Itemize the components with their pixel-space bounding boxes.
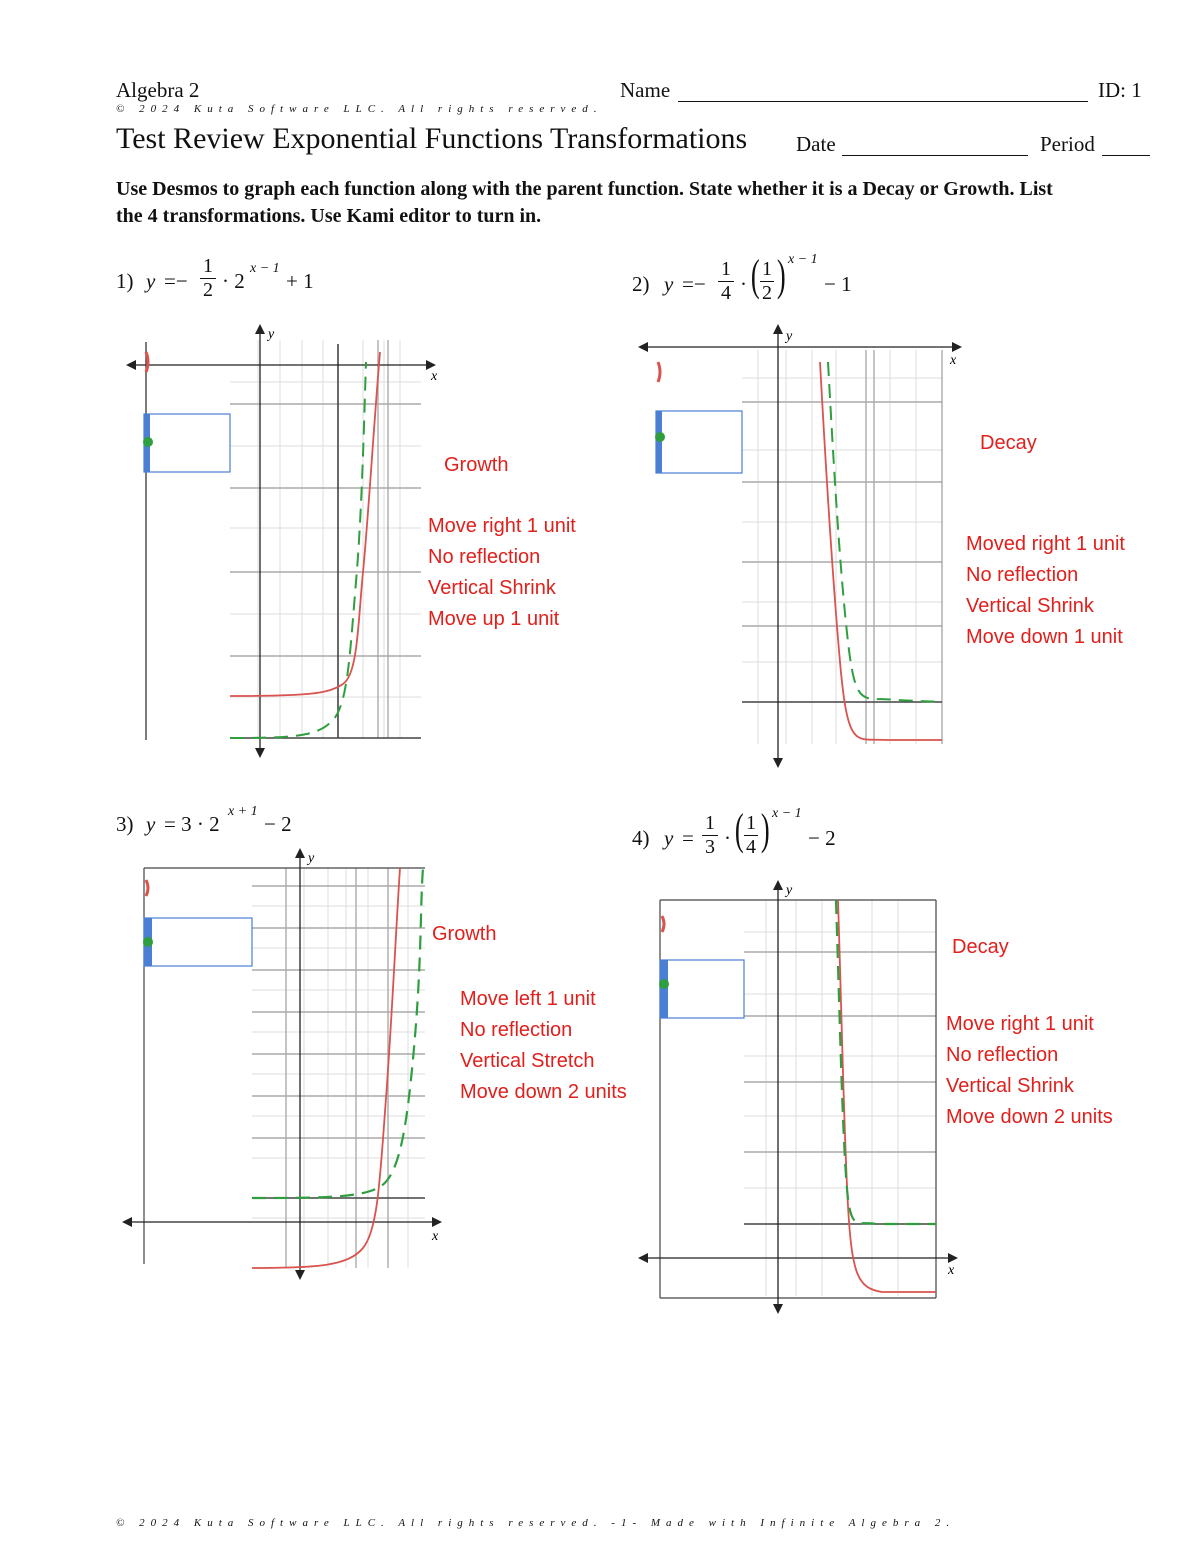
problem-1-number: 1) <box>116 269 134 293</box>
problem-1-transformation: Move right 1 unit <box>428 515 576 537</box>
problem-4-transformation: Vertical Shrink <box>946 1075 1074 1097</box>
problem-1-transformation: Move up 1 unit <box>428 608 560 630</box>
period-field-line[interactable] <box>1102 155 1150 156</box>
problem-4-transformation: No reflection <box>946 1044 1059 1066</box>
date-field-line[interactable] <box>842 155 1028 156</box>
problem-3-equation: 3) y = 3 · 2 x + 1 − 2 <box>116 804 292 836</box>
problem-2-transformation: Moved right 1 unit <box>966 533 1125 555</box>
period-label: Period <box>1040 132 1095 156</box>
problem-3-transformations <box>460 984 627 1108</box>
graph-4-y-axis-label: y <box>786 883 793 898</box>
id-label: ID: 1 <box>1098 78 1142 102</box>
graph-3-x-axis-label: x <box>432 1229 439 1244</box>
problem-1-transformations <box>428 511 576 635</box>
problem-1-equation: 1) y =− $\frac{1}{2}$ · 2 x − 1 + 1 <box>116 255 314 301</box>
problem-3-answer: Growth <box>432 923 497 945</box>
instructions: Use Desmos to graph each function along with the parent function. State whether it is a Decay or Growth. List the 4 transformations. Use Kami editor to turn in. <box>116 178 1053 227</box>
footer-copyright: © 2024 Kuta Software LLC. All rights reserved. -1- Made with Infinite Algebra 2. <box>116 1517 956 1529</box>
problem-2-transformation: No reflection <box>966 564 1079 586</box>
problem-2-transformation: Move down 1 unit <box>966 626 1123 648</box>
problem-2-answer: Decay <box>980 432 1037 454</box>
problem-4-transformation: Move right 1 unit <box>946 1013 1094 1035</box>
graph-1-y-axis-label: y <box>268 327 275 342</box>
problem-4-transformations <box>946 1009 1113 1133</box>
problem-2-transformations <box>966 529 1125 653</box>
problem-3-transformation: Move down 2 units <box>460 1081 627 1103</box>
problem-4-number: 4) <box>632 826 650 850</box>
graph-1-x-axis-label: x <box>431 369 438 384</box>
graph-3-y-axis-label: y <box>308 851 315 866</box>
worksheet-title: Test Review Exponential Functions Transformations <box>116 122 748 155</box>
problem-1-transformation: No reflection <box>428 546 541 568</box>
graph-4 <box>636 876 966 1316</box>
problem-2-equation: 2) y =− $\frac{1}{4}$ · ( $\frac{1}{2}$ ) x − 1 − 1 <box>632 251 852 304</box>
course-name: Algebra 2 <box>116 78 200 102</box>
graph-2-x-axis-label: x <box>950 353 957 368</box>
date-label: Date <box>796 132 836 156</box>
problem-4-equation: 4) y = $\frac{1}{3}$ · ( $\frac{1}{4}$ ) x − 1 − 2 <box>632 805 836 858</box>
problem-3-number: 3) <box>116 812 134 836</box>
name-label: Name <box>620 78 671 102</box>
problem-3-transformation: Move left 1 unit <box>460 988 596 1010</box>
name-field-line[interactable] <box>678 101 1088 102</box>
problem-4-transformation: Move down 2 units <box>946 1106 1113 1128</box>
graph-4-x-axis-label: x <box>948 1263 955 1278</box>
copyright-header: © 2024 Kuta Software LLC. All rights reserved. <box>116 103 603 115</box>
graph-2-y-axis-label: y <box>786 329 793 344</box>
problem-3-transformation: Vertical Stretch <box>460 1050 595 1072</box>
graph-2 <box>636 322 964 772</box>
graph-3 <box>118 848 448 1288</box>
problem-1-answer: Growth <box>444 454 509 476</box>
problem-3-transformation: No reflection <box>460 1019 573 1041</box>
problem-1-transformation: Vertical Shrink <box>428 577 556 599</box>
problem-2-transformation: Vertical Shrink <box>966 595 1094 617</box>
problem-2-number: 2) <box>632 272 650 296</box>
problem-4-answer: Decay <box>952 936 1009 958</box>
graph-1 <box>118 322 438 762</box>
